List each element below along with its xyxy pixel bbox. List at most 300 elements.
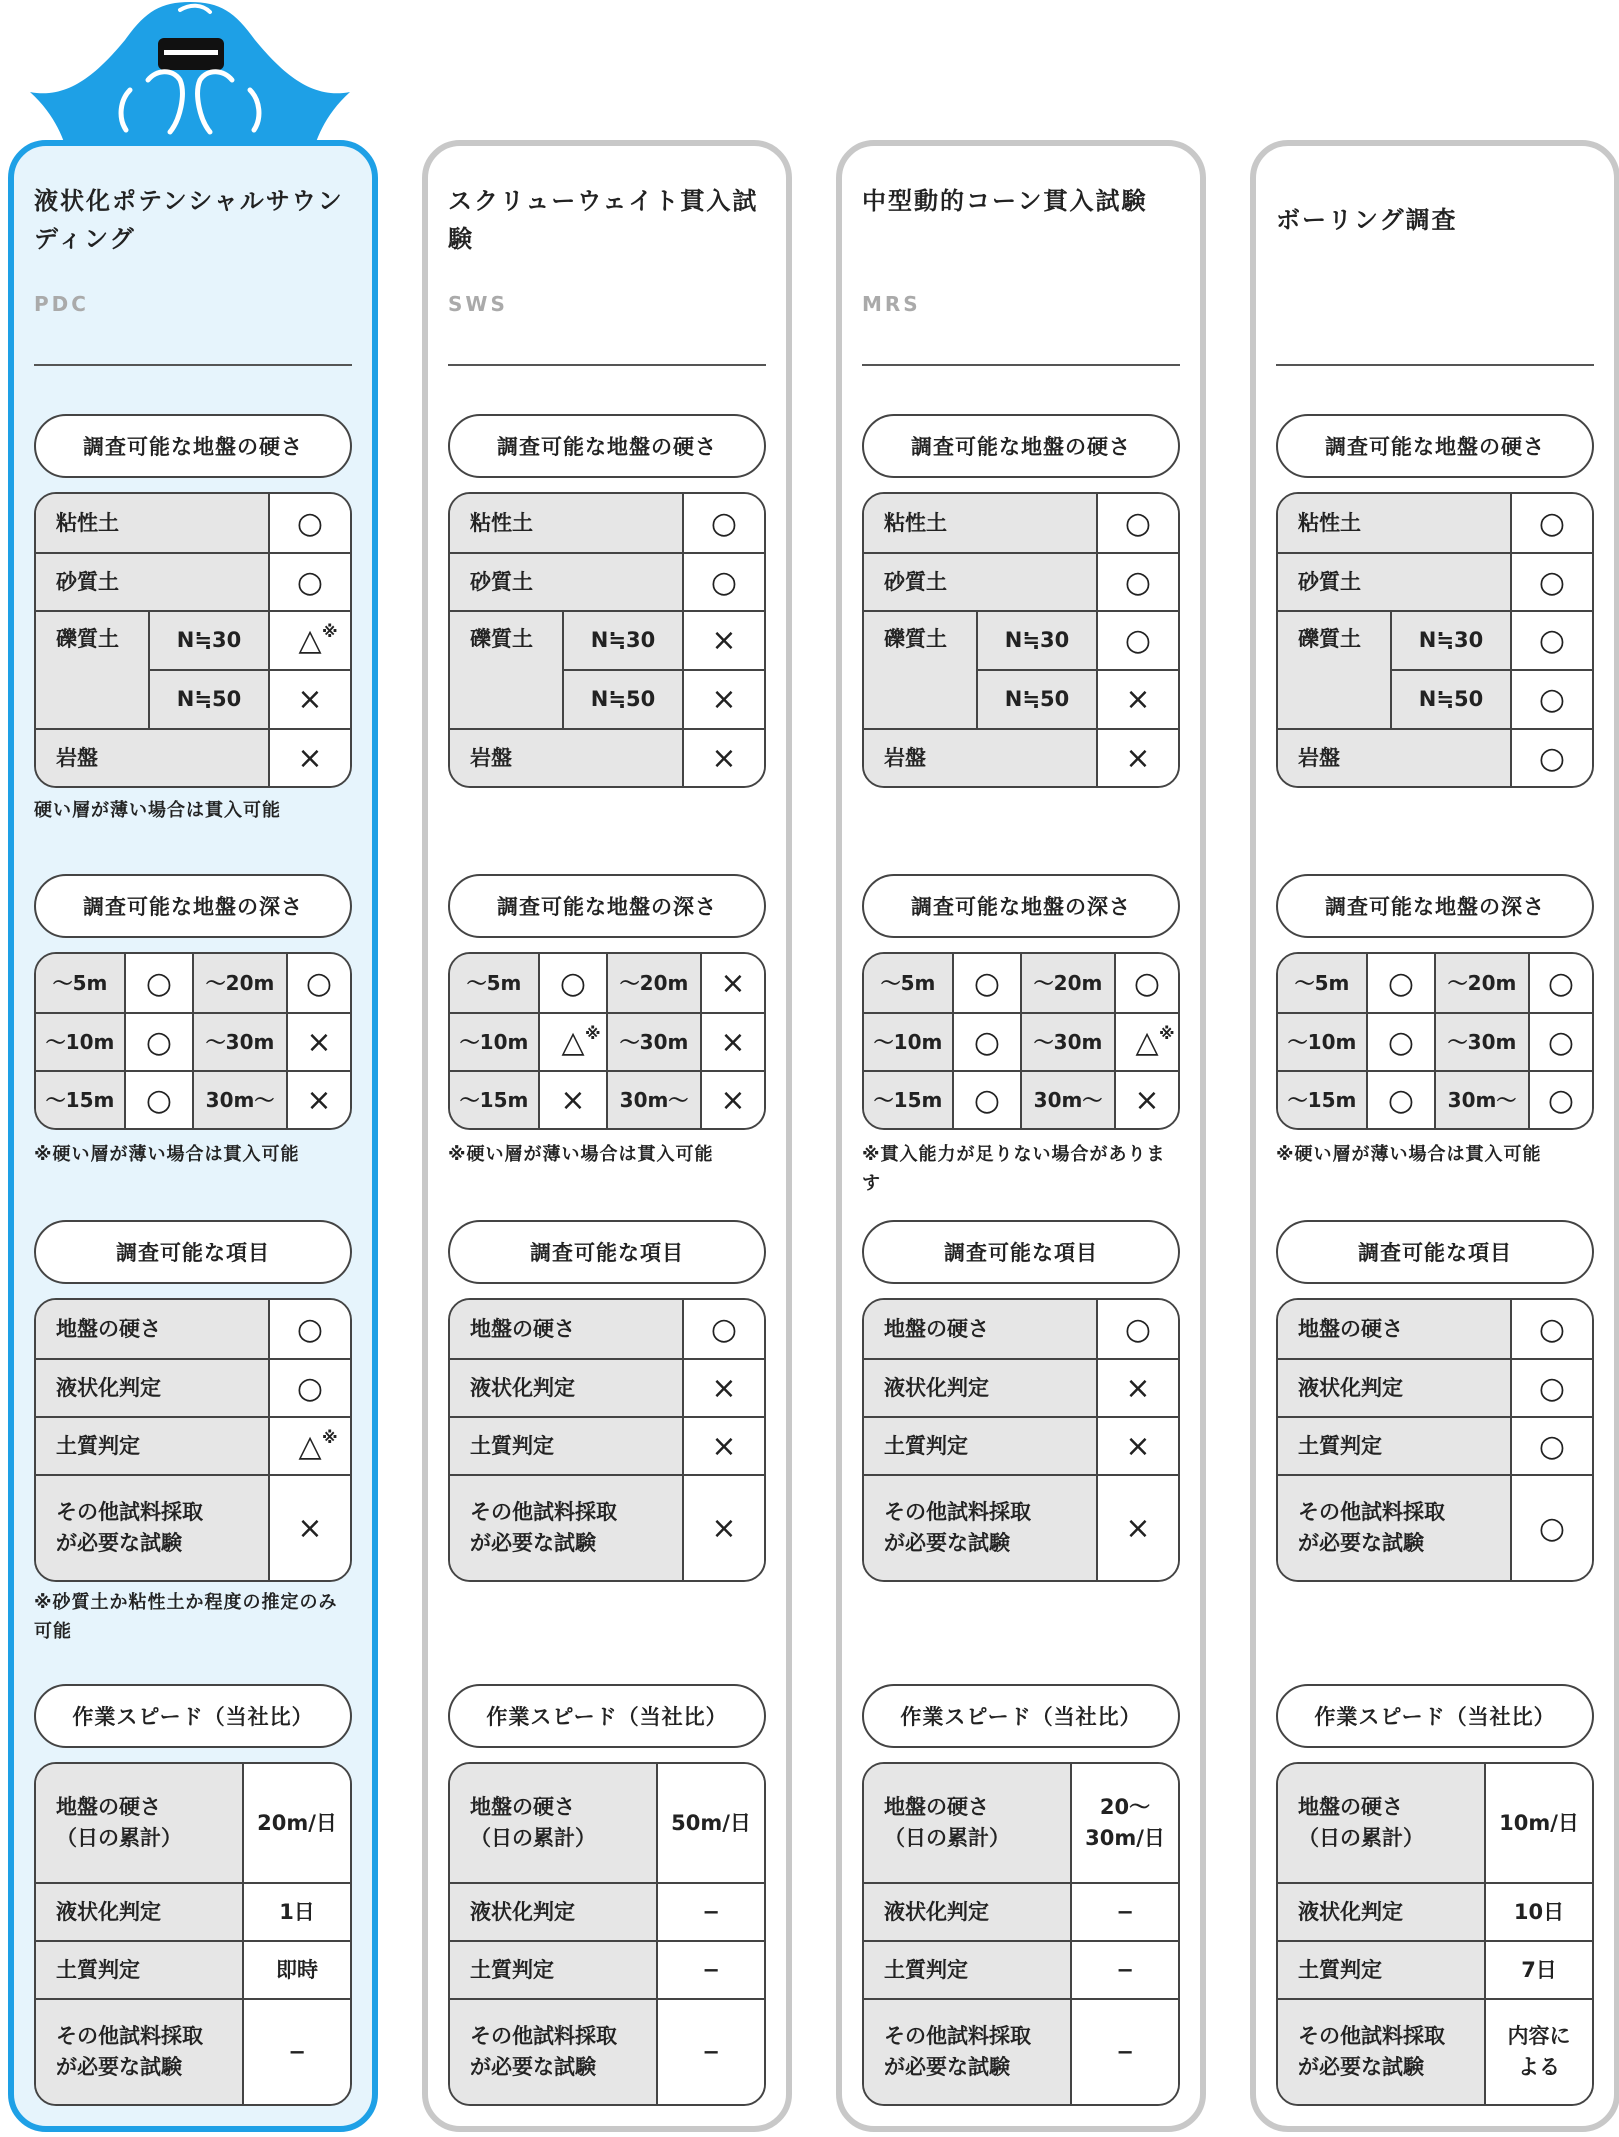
n30-symbol-value: × (711, 623, 737, 658)
rock-label: 岩盤 (1278, 730, 1510, 786)
depth-symbol-a (952, 1014, 1020, 1070)
depth-symbol-a (538, 1072, 606, 1128)
depth-symbol-a (1366, 1072, 1434, 1128)
n30-symbol (268, 612, 350, 669)
depth-note: ※硬い層が薄い場合は貫入可能 (1276, 1144, 1542, 1165)
depth-symbol-a-value: ○ (973, 1082, 1001, 1118)
speed-hardness-label (864, 1764, 1070, 1882)
speed-other-row (36, 1998, 350, 2104)
method-card-2 (836, 140, 1206, 2132)
method-title: 液状化ポテンシャルサウンディング (34, 187, 344, 253)
clay-row-symbol (1096, 494, 1178, 552)
depth-symbol-a-value: △ (561, 1024, 585, 1060)
title-divider (448, 364, 766, 366)
depth-symbol-a-value: ○ (559, 965, 587, 1001)
depth-symbol-a-value: ○ (1387, 965, 1415, 1001)
rock-symbol-value: × (1125, 740, 1151, 776)
items-symbol-value: × (711, 1428, 737, 1464)
speed-hardness-label-2: （日の累計） (56, 1826, 182, 1850)
n30-symbol (1096, 612, 1178, 669)
items-symbol (1510, 1476, 1592, 1580)
depth-row (450, 1070, 764, 1128)
depth-symbol-a (1366, 1014, 1434, 1070)
items-row (1278, 1358, 1592, 1416)
speed-other-row (1278, 1998, 1592, 2104)
speed-header: 作業スピード（当社比） (1276, 1684, 1594, 1748)
depth-symbol-b (1528, 1014, 1592, 1070)
depth-symbol-b (1114, 954, 1178, 1012)
depth-label-b: 30m〜 (1020, 1072, 1114, 1128)
speed-hardness-label-2: （日の累計） (470, 1826, 596, 1850)
clay-row-label: 粘性土 (36, 494, 268, 552)
method-card-1 (422, 140, 792, 2132)
n50-label: N≒50 (564, 671, 682, 728)
items-symbol (268, 1360, 350, 1416)
depth-label-a: 〜15m (1278, 1072, 1366, 1128)
items-symbol (682, 1360, 764, 1416)
sand-row-symbol (682, 554, 764, 610)
depth-label-b: 〜20m (606, 954, 700, 1012)
depth-symbol-a (124, 954, 192, 1012)
depth-symbol-b (1528, 954, 1592, 1012)
depth-label-a: 〜5m (36, 954, 124, 1012)
depth-symbol-b-value: × (720, 1082, 746, 1118)
items-row (1278, 1300, 1592, 1358)
depth-row (1278, 1012, 1592, 1070)
n30-symbol (1510, 612, 1592, 669)
mascot-icon (30, 0, 350, 145)
n30-symbol-value: ○ (1124, 623, 1152, 658)
speed-hardness-label-2: （日の累計） (884, 1826, 1010, 1850)
depth-note: ※硬い層が薄い場合は貫入可能 (34, 1144, 300, 1165)
n50-label: N≒50 (150, 671, 268, 728)
n30-label: N≒30 (150, 612, 268, 669)
sand-row-symbol-value: ○ (1538, 564, 1566, 600)
depth-row (36, 1070, 350, 1128)
depth-label-b: 〜30m (1020, 1014, 1114, 1070)
items-row (864, 1416, 1178, 1474)
items-row (864, 1474, 1178, 1580)
depth-row (450, 954, 764, 1012)
speed-table (448, 1762, 766, 2106)
speed-hardness-label-1: 地盤の硬さ (56, 1795, 161, 1819)
items-row (1278, 1474, 1592, 1580)
speed-hardness-label-1: 地盤の硬さ (470, 1795, 575, 1819)
n50-label: N≒50 (978, 671, 1096, 728)
items-row (36, 1300, 350, 1358)
items-symbol (1510, 1360, 1592, 1416)
rock-symbol-value: ○ (1538, 740, 1566, 776)
rock-symbol-value: × (711, 740, 737, 776)
speed-liquefaction-label: 液状化判定 (450, 1884, 656, 1940)
items-row (36, 1474, 350, 1580)
depth-symbol-a (538, 1014, 606, 1070)
speed-soil-value: − (1070, 1942, 1178, 1998)
depth-label-b: 〜30m (606, 1014, 700, 1070)
title-divider (862, 364, 1180, 366)
depth-symbol-a-value: ○ (973, 1024, 1001, 1060)
depth-symbol-a-value: ○ (145, 965, 173, 1001)
depth-symbol-b (1114, 1014, 1178, 1070)
depth-label-a: 〜15m (36, 1072, 124, 1128)
depth-header: 調査可能な地盤の深さ (1276, 874, 1594, 938)
items-label: 地盤の硬さ (36, 1300, 268, 1358)
speed-hardness-label-1: 地盤の硬さ (1298, 1795, 1403, 1819)
items-symbol-value: ○ (1538, 1370, 1566, 1406)
speed-liquefaction-value: 10日 (1484, 1884, 1592, 1940)
n30-symbol (682, 612, 764, 669)
items-symbol-value: ○ (1124, 1311, 1152, 1347)
speed-other-row (450, 1998, 764, 2104)
n30-row (1392, 612, 1592, 669)
depth-symbol-b-value: ○ (1547, 1024, 1575, 1060)
gravel-subrows (148, 612, 350, 728)
rock-symbol (1096, 730, 1178, 786)
depth-table (1276, 952, 1594, 1130)
gravel-row (1278, 610, 1592, 728)
speed-hardness-row (36, 1764, 350, 1882)
sand-row-symbol-value: ○ (710, 564, 738, 600)
depth-header: 調査可能な地盤の深さ (448, 874, 766, 938)
depth-symbol-a-value: ○ (145, 1082, 173, 1118)
speed-other-row (864, 1998, 1178, 2104)
clay-row-symbol-value: ○ (296, 505, 324, 541)
sand-row (1278, 552, 1592, 610)
gravel-label: 礫質土 (864, 612, 976, 728)
speed-soil-row (450, 1940, 764, 1998)
speed-hardness-value: 50m/日 (656, 1764, 764, 1882)
depth-label-b: 〜20m (192, 954, 286, 1012)
depth-symbol-b-value: ○ (305, 965, 333, 1001)
depth-label-b: 〜20m (1434, 954, 1528, 1012)
depth-row (36, 1012, 350, 1070)
depth-symbol-b (286, 1014, 350, 1070)
items-symbol-value: ○ (1538, 1311, 1566, 1347)
speed-other-label: その他試料採取が必要な試験 (36, 2000, 242, 2104)
clay-row-symbol (1510, 494, 1592, 552)
depth-symbol-b-value: × (306, 1024, 332, 1060)
speed-hardness-value: 20〜30m/日 (1070, 1764, 1178, 1882)
depth-label-b: 30m〜 (192, 1072, 286, 1128)
rock-symbol (682, 730, 764, 786)
speed-soil-label: 土質判定 (1278, 1942, 1484, 1998)
depth-header: 調査可能な地盤の深さ (862, 874, 1180, 938)
items-row (864, 1358, 1178, 1416)
items-symbol (1510, 1300, 1592, 1358)
depth-symbol-a (1366, 954, 1434, 1012)
sand-row-symbol-value: ○ (296, 564, 324, 600)
sand-row (864, 552, 1178, 610)
rock-row (36, 728, 350, 786)
speed-soil-row (1278, 1940, 1592, 1998)
speed-hardness-row (1278, 1764, 1592, 1882)
hardness-header: 調査可能な地盤の硬さ (862, 414, 1180, 478)
hardness-table (34, 492, 352, 788)
items-symbol-value: × (1125, 1370, 1151, 1406)
gravel-row (450, 610, 764, 728)
depth-row (1278, 1070, 1592, 1128)
depth-symbol-b-value: × (1134, 1082, 1160, 1118)
speed-hardness-value: 10m/日 (1484, 1764, 1592, 1882)
n50-row (1392, 669, 1592, 728)
items-header: 調査可能な項目 (1276, 1220, 1594, 1284)
n30-row (150, 612, 350, 669)
rock-label: 岩盤 (864, 730, 1096, 786)
depth-symbol-b-mark: ※ (1159, 1024, 1175, 1043)
speed-hardness-label-2: （日の累計） (1298, 1826, 1424, 1850)
hardness-header: 調査可能な地盤の硬さ (34, 414, 352, 478)
items-symbol-value: × (1125, 1510, 1151, 1546)
n50-row (564, 669, 764, 728)
clay-row-symbol-value: ○ (1124, 505, 1152, 541)
items-symbol-value: ○ (296, 1311, 324, 1347)
method-title: 中型動的コーン貫入試験 (862, 187, 1148, 215)
sand-row-symbol (268, 554, 350, 610)
items-label: その他試料採取が必要な試験 (36, 1476, 268, 1580)
sand-row (36, 552, 350, 610)
rock-label: 岩盤 (36, 730, 268, 786)
depth-symbol-a (538, 954, 606, 1012)
clay-row-symbol-value: ○ (710, 505, 738, 541)
sand-row-symbol-value: ○ (1124, 564, 1152, 600)
depth-note: ※硬い層が薄い場合は貫入可能 (448, 1144, 714, 1165)
n50-symbol-value: × (711, 682, 737, 717)
rock-row (1278, 728, 1592, 786)
n50-symbol (1510, 671, 1592, 728)
depth-symbol-b-value: × (720, 1024, 746, 1060)
depth-label-b: 〜30m (192, 1014, 286, 1070)
items-row (36, 1358, 350, 1416)
items-table (862, 1298, 1180, 1582)
speed-other-label: その他試料採取が必要な試験 (1278, 2000, 1484, 2104)
depth-label-b: 〜30m (1434, 1014, 1528, 1070)
hardness-header: 調査可能な地盤の硬さ (1276, 414, 1594, 478)
gravel-subrows (1390, 612, 1592, 728)
gravel-label: 礫質土 (36, 612, 148, 728)
speed-other-label: その他試料採取が必要な試験 (864, 2000, 1070, 2104)
method-abbreviation: MRS (862, 292, 921, 316)
depth-label-a: 〜10m (450, 1014, 538, 1070)
speed-soil-label: 土質判定 (864, 1942, 1070, 1998)
gravel-label: 礫質土 (1278, 612, 1390, 728)
sand-row-label: 砂質土 (864, 554, 1096, 610)
items-symbol (1096, 1360, 1178, 1416)
items-symbol (1096, 1476, 1178, 1580)
speed-other-value: − (656, 2000, 764, 2104)
depth-symbol-b (700, 954, 764, 1012)
sand-row-symbol (1510, 554, 1592, 610)
rock-row (864, 728, 1178, 786)
depth-row (450, 1012, 764, 1070)
depth-symbol-b-value: △ (1135, 1024, 1159, 1060)
n30-symbol-value: △ (298, 623, 322, 658)
rock-label: 岩盤 (450, 730, 682, 786)
depth-label-a: 〜15m (450, 1072, 538, 1128)
n30-row (978, 612, 1178, 669)
rock-symbol-value: × (297, 740, 323, 776)
items-symbol-value: ○ (710, 1311, 738, 1347)
clay-row-symbol-value: ○ (1538, 505, 1566, 541)
depth-header: 調査可能な地盤の深さ (34, 874, 352, 938)
speed-soil-label: 土質判定 (450, 1942, 656, 1998)
method-title: スクリューウェイト貫入試験 (448, 187, 759, 253)
n50-symbol (1096, 671, 1178, 728)
speed-header: 作業スピード（当社比） (862, 1684, 1180, 1748)
speed-other-label: その他試料採取が必要な試験 (450, 2000, 656, 2104)
method-abbreviation: SWS (448, 292, 508, 316)
items-label: 地盤の硬さ (450, 1300, 682, 1358)
items-label: 液状化判定 (450, 1360, 682, 1416)
items-label: 液状化判定 (1278, 1360, 1510, 1416)
speed-header: 作業スピード（当社比） (34, 1684, 352, 1748)
items-symbol (268, 1300, 350, 1358)
rock-symbol (268, 730, 350, 786)
items-symbol-value: × (711, 1370, 737, 1406)
items-header: 調査可能な項目 (34, 1220, 352, 1284)
items-symbol (1096, 1418, 1178, 1474)
depth-label-a: 〜5m (450, 954, 538, 1012)
speed-liquefaction-row (450, 1882, 764, 1940)
n30-symbol-mark: ※ (322, 622, 338, 641)
clay-row-label: 粘性土 (450, 494, 682, 552)
items-label: 土質判定 (1278, 1418, 1510, 1474)
items-label: その他試料採取が必要な試験 (450, 1476, 682, 1580)
items-symbol-mark: ※ (322, 1428, 338, 1447)
items-label: 土質判定 (36, 1418, 268, 1474)
speed-hardness-label (450, 1764, 656, 1882)
depth-row (1278, 954, 1592, 1012)
items-header: 調査可能な項目 (448, 1220, 766, 1284)
clay-row (450, 494, 764, 552)
items-symbol-value: × (1125, 1428, 1151, 1464)
items-row (1278, 1416, 1592, 1474)
depth-symbol-a (952, 954, 1020, 1012)
items-label: 地盤の硬さ (1278, 1300, 1510, 1358)
depth-symbol-b (1528, 1072, 1592, 1128)
gravel-row (36, 610, 350, 728)
depth-label-b: 30m〜 (1434, 1072, 1528, 1128)
speed-liquefaction-label: 液状化判定 (36, 1884, 242, 1940)
method-card-0 (8, 140, 378, 2132)
speed-hardness-row (864, 1764, 1178, 1882)
n30-label: N≒30 (978, 612, 1096, 669)
depth-label-b: 30m〜 (606, 1072, 700, 1128)
items-symbol-value: ○ (1538, 1510, 1566, 1546)
depth-symbol-b (1114, 1072, 1178, 1128)
depth-symbol-a (124, 1014, 192, 1070)
depth-symbol-b (286, 954, 350, 1012)
depth-label-a: 〜5m (1278, 954, 1366, 1012)
depth-symbol-a (124, 1072, 192, 1128)
speed-soil-value: 即時 (242, 1942, 350, 1998)
depth-symbol-b-value: ○ (1547, 1082, 1575, 1118)
depth-symbol-b-value: × (720, 965, 746, 1001)
n50-symbol-value: × (1125, 682, 1151, 717)
gravel-subrows (976, 612, 1178, 728)
depth-symbol-b (286, 1072, 350, 1128)
speed-hardness-value: 20m/日 (242, 1764, 350, 1882)
clay-row-symbol (268, 494, 350, 552)
title-divider (1276, 364, 1594, 366)
n30-symbol-value: ○ (1538, 623, 1566, 658)
depth-table (448, 952, 766, 1130)
speed-liquefaction-value: 1日 (242, 1884, 350, 1940)
clay-row-label: 粘性土 (1278, 494, 1510, 552)
clay-row (36, 494, 350, 552)
n50-row (978, 669, 1178, 728)
hardness-header: 調査可能な地盤の硬さ (448, 414, 766, 478)
depth-symbol-a-value: × (560, 1082, 586, 1118)
depth-symbol-b (700, 1072, 764, 1128)
n50-symbol-value: × (297, 682, 323, 717)
items-label: その他試料採取が必要な試験 (1278, 1476, 1510, 1580)
items-label: 土質判定 (864, 1418, 1096, 1474)
speed-table (1276, 1762, 1594, 2106)
items-table (1276, 1298, 1594, 1582)
method-card-3 (1250, 140, 1619, 2132)
items-table (448, 1298, 766, 1582)
items-symbol-value: △ (298, 1428, 322, 1464)
depth-label-a: 〜5m (864, 954, 952, 1012)
depth-symbol-b-value: ○ (1547, 965, 1575, 1001)
depth-label-a: 〜10m (1278, 1014, 1366, 1070)
sand-row-label: 砂質土 (1278, 554, 1510, 610)
n50-label: N≒50 (1392, 671, 1510, 728)
gravel-label: 礫質土 (450, 612, 562, 728)
items-symbol (1096, 1300, 1178, 1358)
speed-liquefaction-label: 液状化判定 (1278, 1884, 1484, 1940)
hardness-table (1276, 492, 1594, 788)
hardness-table (448, 492, 766, 788)
speed-liquefaction-label: 液状化判定 (864, 1884, 1070, 1940)
speed-soil-row (36, 1940, 350, 1998)
speed-liquefaction-value: − (1070, 1884, 1178, 1940)
n50-symbol (682, 671, 764, 728)
items-symbol-value: × (711, 1510, 737, 1546)
sand-row-label: 砂質土 (36, 554, 268, 610)
n50-symbol (268, 671, 350, 728)
hardness-table (862, 492, 1180, 788)
n50-row (150, 669, 350, 728)
rock-symbol (1510, 730, 1592, 786)
speed-liquefaction-row (36, 1882, 350, 1940)
gravel-row (864, 610, 1178, 728)
speed-liquefaction-row (1278, 1882, 1592, 1940)
n50-symbol-value: ○ (1538, 682, 1566, 717)
clay-row-symbol (682, 494, 764, 552)
items-row (450, 1358, 764, 1416)
sand-row (450, 552, 764, 610)
depth-symbol-a (952, 1072, 1020, 1128)
items-label: 液状化判定 (864, 1360, 1096, 1416)
items-table (34, 1298, 352, 1582)
items-label: 地盤の硬さ (864, 1300, 1096, 1358)
speed-liquefaction-value: − (656, 1884, 764, 1940)
depth-symbol-a-value: ○ (973, 965, 1001, 1001)
items-symbol (682, 1300, 764, 1358)
depth-symbol-a-value: ○ (145, 1024, 173, 1060)
items-note: ※砂質土か粘性土か程度の推定のみ可能 (34, 1592, 338, 1642)
n30-row (564, 612, 764, 669)
depth-table (34, 952, 352, 1130)
method-title: ボーリング調査 (1276, 206, 1458, 234)
depth-table (862, 952, 1180, 1130)
speed-soil-label: 土質判定 (36, 1942, 242, 1998)
speed-hardness-label (36, 1764, 242, 1882)
speed-hardness-label-1: 地盤の硬さ (884, 1795, 989, 1819)
speed-other-value: − (242, 2000, 350, 2104)
depth-note: ※貫入能力が足りない場合があります (862, 1144, 1166, 1194)
